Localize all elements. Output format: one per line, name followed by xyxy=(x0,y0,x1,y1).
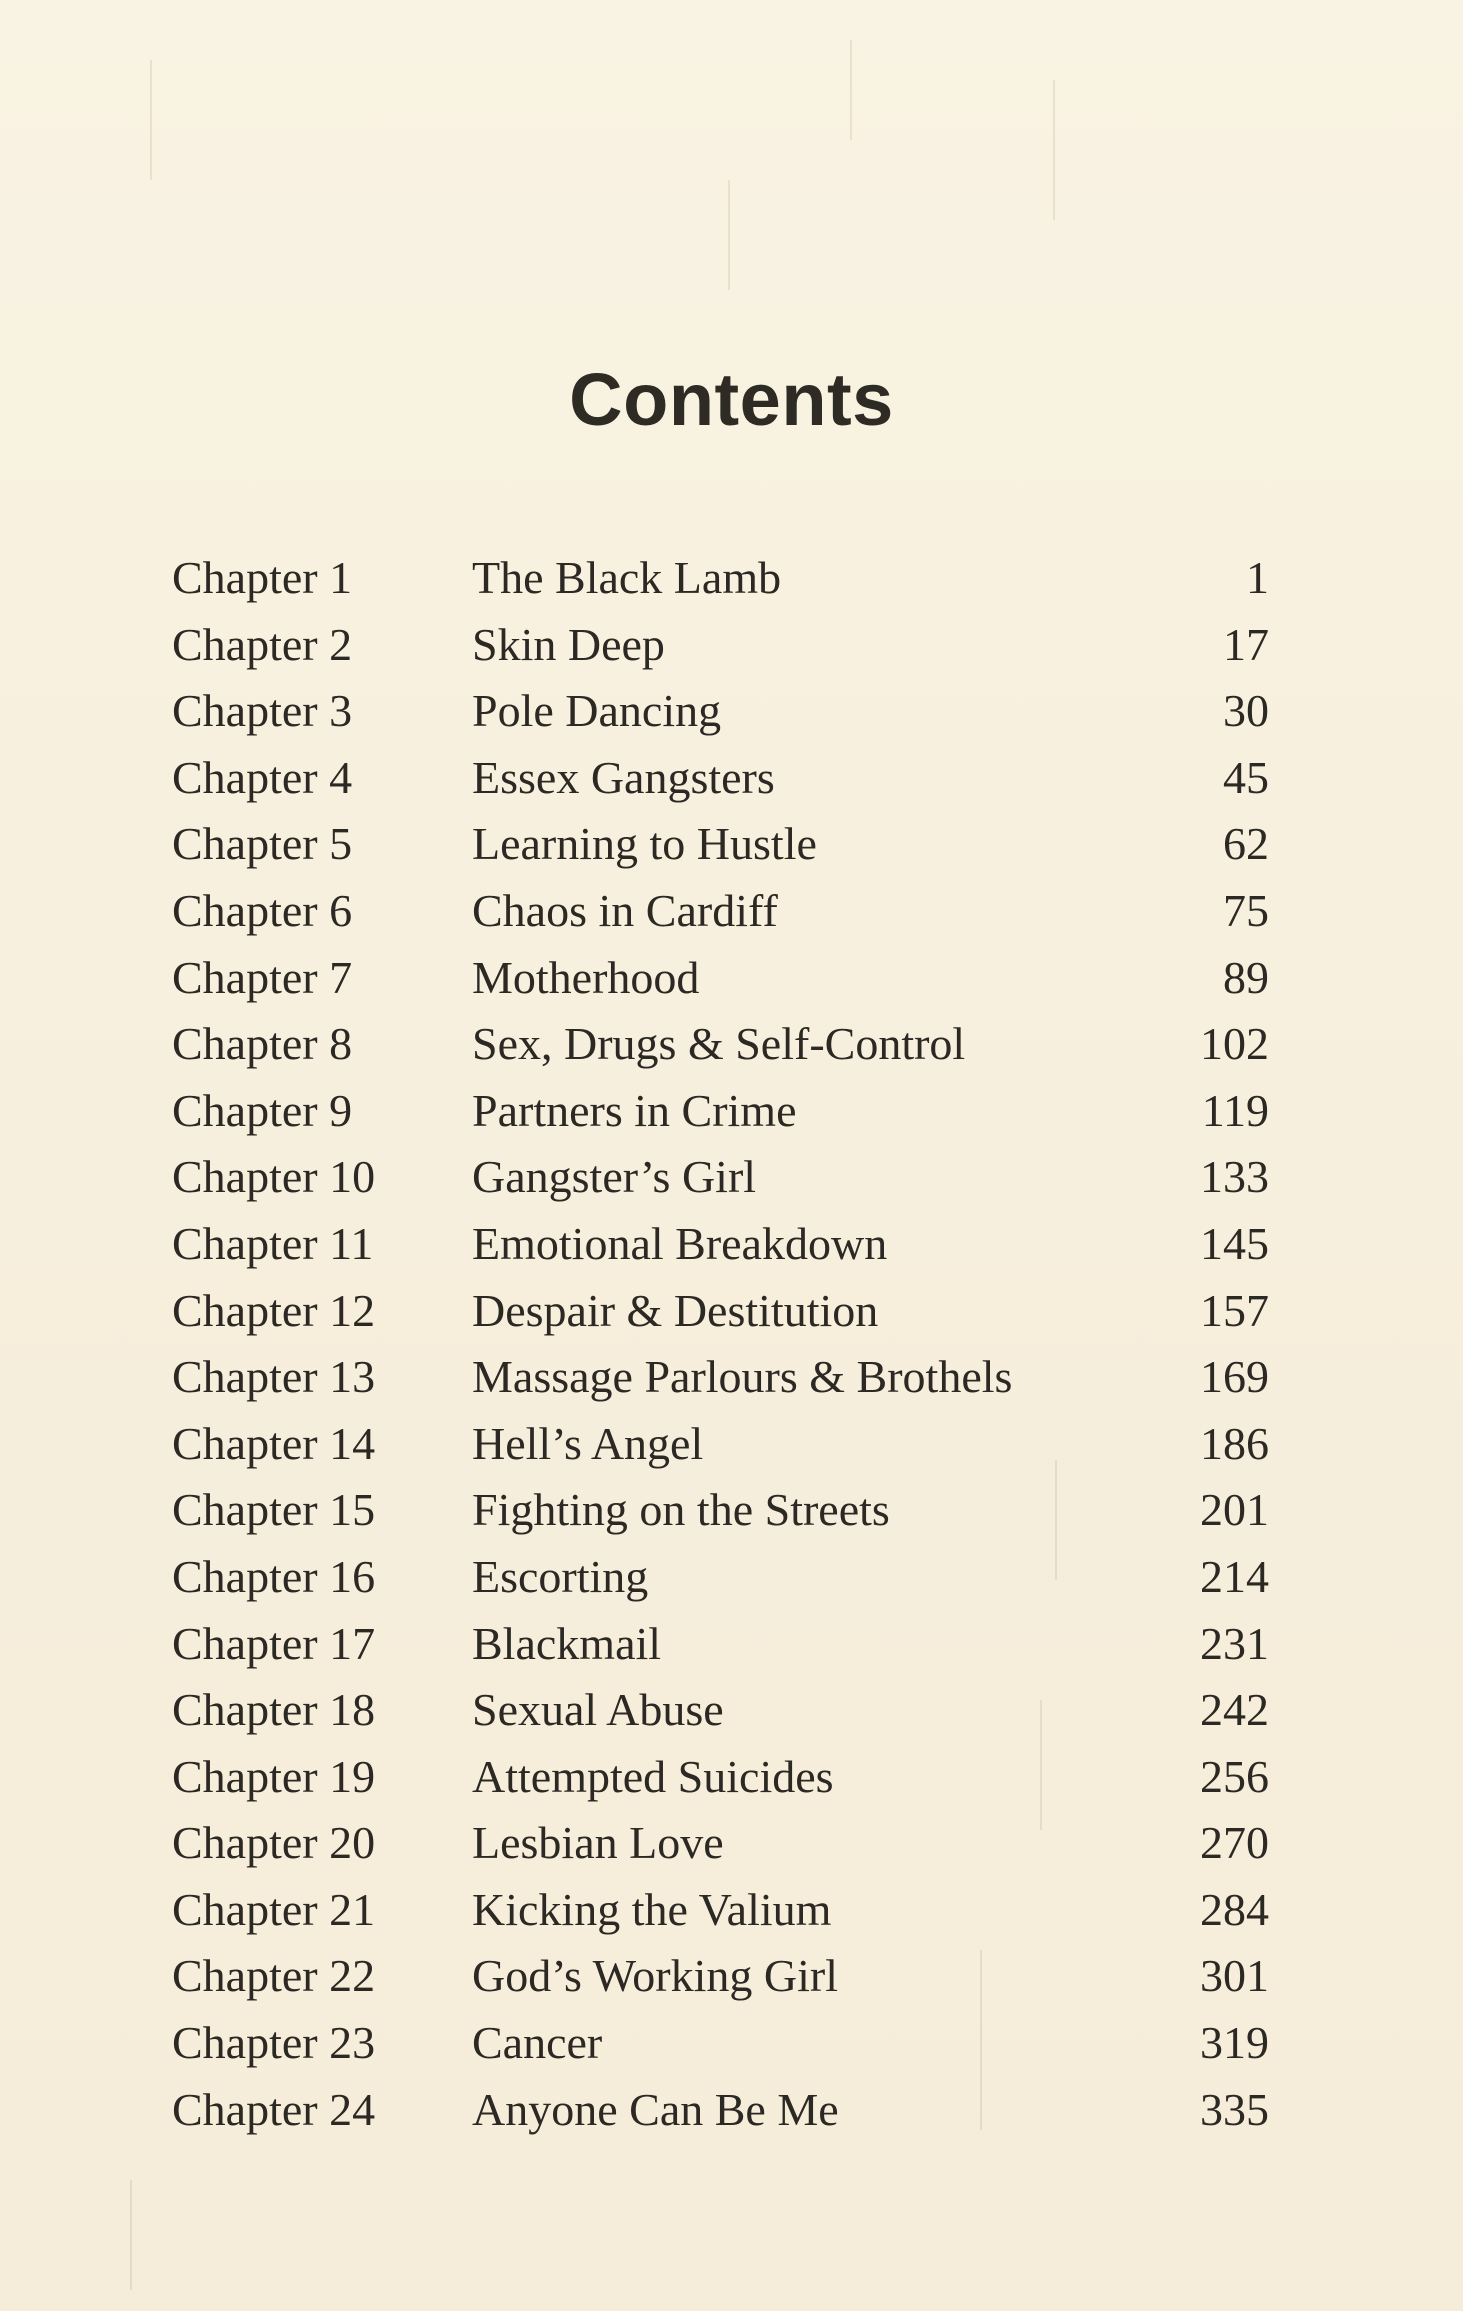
page-title: Contents xyxy=(569,357,894,441)
chapter-number: Chapter 1 xyxy=(172,552,353,603)
toc-entry xyxy=(0,1611,1463,1678)
chapter-title: God’s Working Girl xyxy=(472,1950,839,2002)
toc-entry xyxy=(0,811,1463,878)
scan-streak xyxy=(130,2180,132,2290)
chapter-title: Attempted Suicides xyxy=(472,1750,834,1802)
page-number: 242 xyxy=(1200,1684,1269,1736)
page-number: 157 xyxy=(1200,1284,1269,1336)
page-number: 145 xyxy=(1200,1217,1269,1269)
page-number: 186 xyxy=(1200,1417,1269,1469)
chapter-title: Emotional Breakdown xyxy=(472,1217,888,1269)
toc-entry xyxy=(0,2010,1463,2077)
page-number: 335 xyxy=(1200,2083,1269,2135)
page-number: 62 xyxy=(1223,818,1269,870)
chapter-title: Learning to Hustle xyxy=(472,818,817,870)
chapter-number: Chapter 22 xyxy=(172,1950,376,2002)
chapter-number: Chapter 12 xyxy=(172,1284,376,1336)
page-number: 169 xyxy=(1200,1351,1269,1403)
scan-streak xyxy=(850,40,852,140)
toc-entry xyxy=(0,1943,1463,2010)
chapter-title: Gangster’s Girl xyxy=(472,1151,757,1203)
page-number: 1 xyxy=(1246,552,1269,603)
scan-streak xyxy=(1053,80,1055,220)
toc-entry xyxy=(0,1477,1463,1544)
toc-entry xyxy=(0,878,1463,945)
page-number: 319 xyxy=(1200,2017,1269,2069)
chapter-title: Motherhood xyxy=(472,951,700,1003)
chapter-number: Chapter 13 xyxy=(172,1351,376,1403)
toc-entry xyxy=(0,1544,1463,1611)
toc-entry xyxy=(0,945,1463,1012)
page-number: 45 xyxy=(1223,751,1269,803)
chapter-title: Chaos in Cardiff xyxy=(472,884,778,936)
chapter-number: Chapter 14 xyxy=(172,1417,376,1469)
chapter-number: Chapter 24 xyxy=(172,2083,376,2135)
toc-entry xyxy=(0,1411,1463,1478)
toc-entry xyxy=(0,745,1463,812)
toc-entry xyxy=(0,1011,1463,1078)
chapter-number: Chapter 21 xyxy=(172,1883,376,1935)
page-number: 256 xyxy=(1200,1750,1269,1802)
toc-entry xyxy=(0,678,1463,745)
chapter-title: Pole Dancing xyxy=(472,685,722,737)
toc-entry xyxy=(0,1211,1463,1278)
chapter-number: Chapter 10 xyxy=(172,1151,376,1203)
chapter-number: Chapter 15 xyxy=(172,1484,376,1536)
chapter-number: Chapter 18 xyxy=(172,1684,376,1736)
chapter-title: Sex, Drugs & Self-Control xyxy=(472,1018,966,1070)
chapter-number: Chapter 2 xyxy=(172,618,353,670)
toc-entry xyxy=(0,1278,1463,1345)
page-number: 75 xyxy=(1223,884,1269,936)
chapter-title: Massage Parlours & Brothels xyxy=(472,1351,1013,1403)
scan-streak xyxy=(728,180,730,290)
chapter-title: Hell’s Angel xyxy=(472,1417,704,1469)
toc-entry xyxy=(0,612,1463,679)
chapter-title: Kicking the Valium xyxy=(472,1883,832,1935)
toc-entry xyxy=(0,1677,1463,1744)
page-number: 214 xyxy=(1200,1550,1269,1602)
toc-entry xyxy=(0,1144,1463,1211)
chapter-number: Chapter 4 xyxy=(172,751,353,803)
chapter-number: Chapter 23 xyxy=(172,2017,376,2069)
toc-entry xyxy=(0,1744,1463,1811)
toc-entry xyxy=(0,1877,1463,1944)
toc-entry xyxy=(0,1810,1463,1877)
page-number: 301 xyxy=(1200,1950,1269,2002)
chapter-number: Chapter 7 xyxy=(172,951,353,1003)
chapter-number: Chapter 16 xyxy=(172,1550,376,1602)
chapter-number: Chapter 9 xyxy=(172,1084,353,1136)
page-number: 201 xyxy=(1200,1484,1269,1536)
chapter-number: Chapter 11 xyxy=(172,1217,374,1269)
chapter-title: Essex Gangsters xyxy=(472,751,775,803)
chapter-title: Anyone Can Be Me xyxy=(472,2083,839,2135)
toc-entry xyxy=(0,2077,1463,2144)
chapter-title: Sexual Abuse xyxy=(472,1684,724,1736)
toc-entry xyxy=(0,1078,1463,1145)
page-number: 17 xyxy=(1223,618,1269,670)
page-number: 231 xyxy=(1200,1617,1269,1669)
chapter-title: The Black Lamb xyxy=(472,552,782,603)
scan-streak xyxy=(150,60,152,180)
chapter-number: Chapter 19 xyxy=(172,1750,376,1802)
page-number: 102 xyxy=(1200,1018,1269,1070)
chapter-number: Chapter 20 xyxy=(172,1817,376,1869)
chapter-title: Escorting xyxy=(472,1550,649,1602)
page-number: 89 xyxy=(1223,951,1269,1003)
chapter-title: Lesbian Love xyxy=(472,1817,724,1869)
toc-entry xyxy=(0,545,1463,612)
page-number: 270 xyxy=(1200,1817,1269,1869)
chapter-number: Chapter 3 xyxy=(172,685,353,737)
chapter-number: Chapter 8 xyxy=(172,1018,353,1070)
chapter-number: Chapter 6 xyxy=(172,884,353,936)
page-number: 119 xyxy=(1201,1084,1269,1136)
chapter-title: Partners in Crime xyxy=(472,1084,797,1136)
table-of-contents xyxy=(0,545,1463,2143)
page-number: 284 xyxy=(1200,1883,1269,1935)
chapter-title: Cancer xyxy=(472,2017,603,2069)
page-number: 30 xyxy=(1223,685,1269,737)
chapter-title: Blackmail xyxy=(472,1617,662,1669)
chapter-number: Chapter 17 xyxy=(172,1617,376,1669)
chapter-title: Despair & Destitution xyxy=(472,1284,879,1336)
toc-entry xyxy=(0,1344,1463,1411)
page-number: 133 xyxy=(1200,1151,1269,1203)
chapter-title: Skin Deep xyxy=(472,618,665,670)
chapter-number: Chapter 5 xyxy=(172,818,353,870)
chapter-title: Fighting on the Streets xyxy=(472,1484,890,1536)
